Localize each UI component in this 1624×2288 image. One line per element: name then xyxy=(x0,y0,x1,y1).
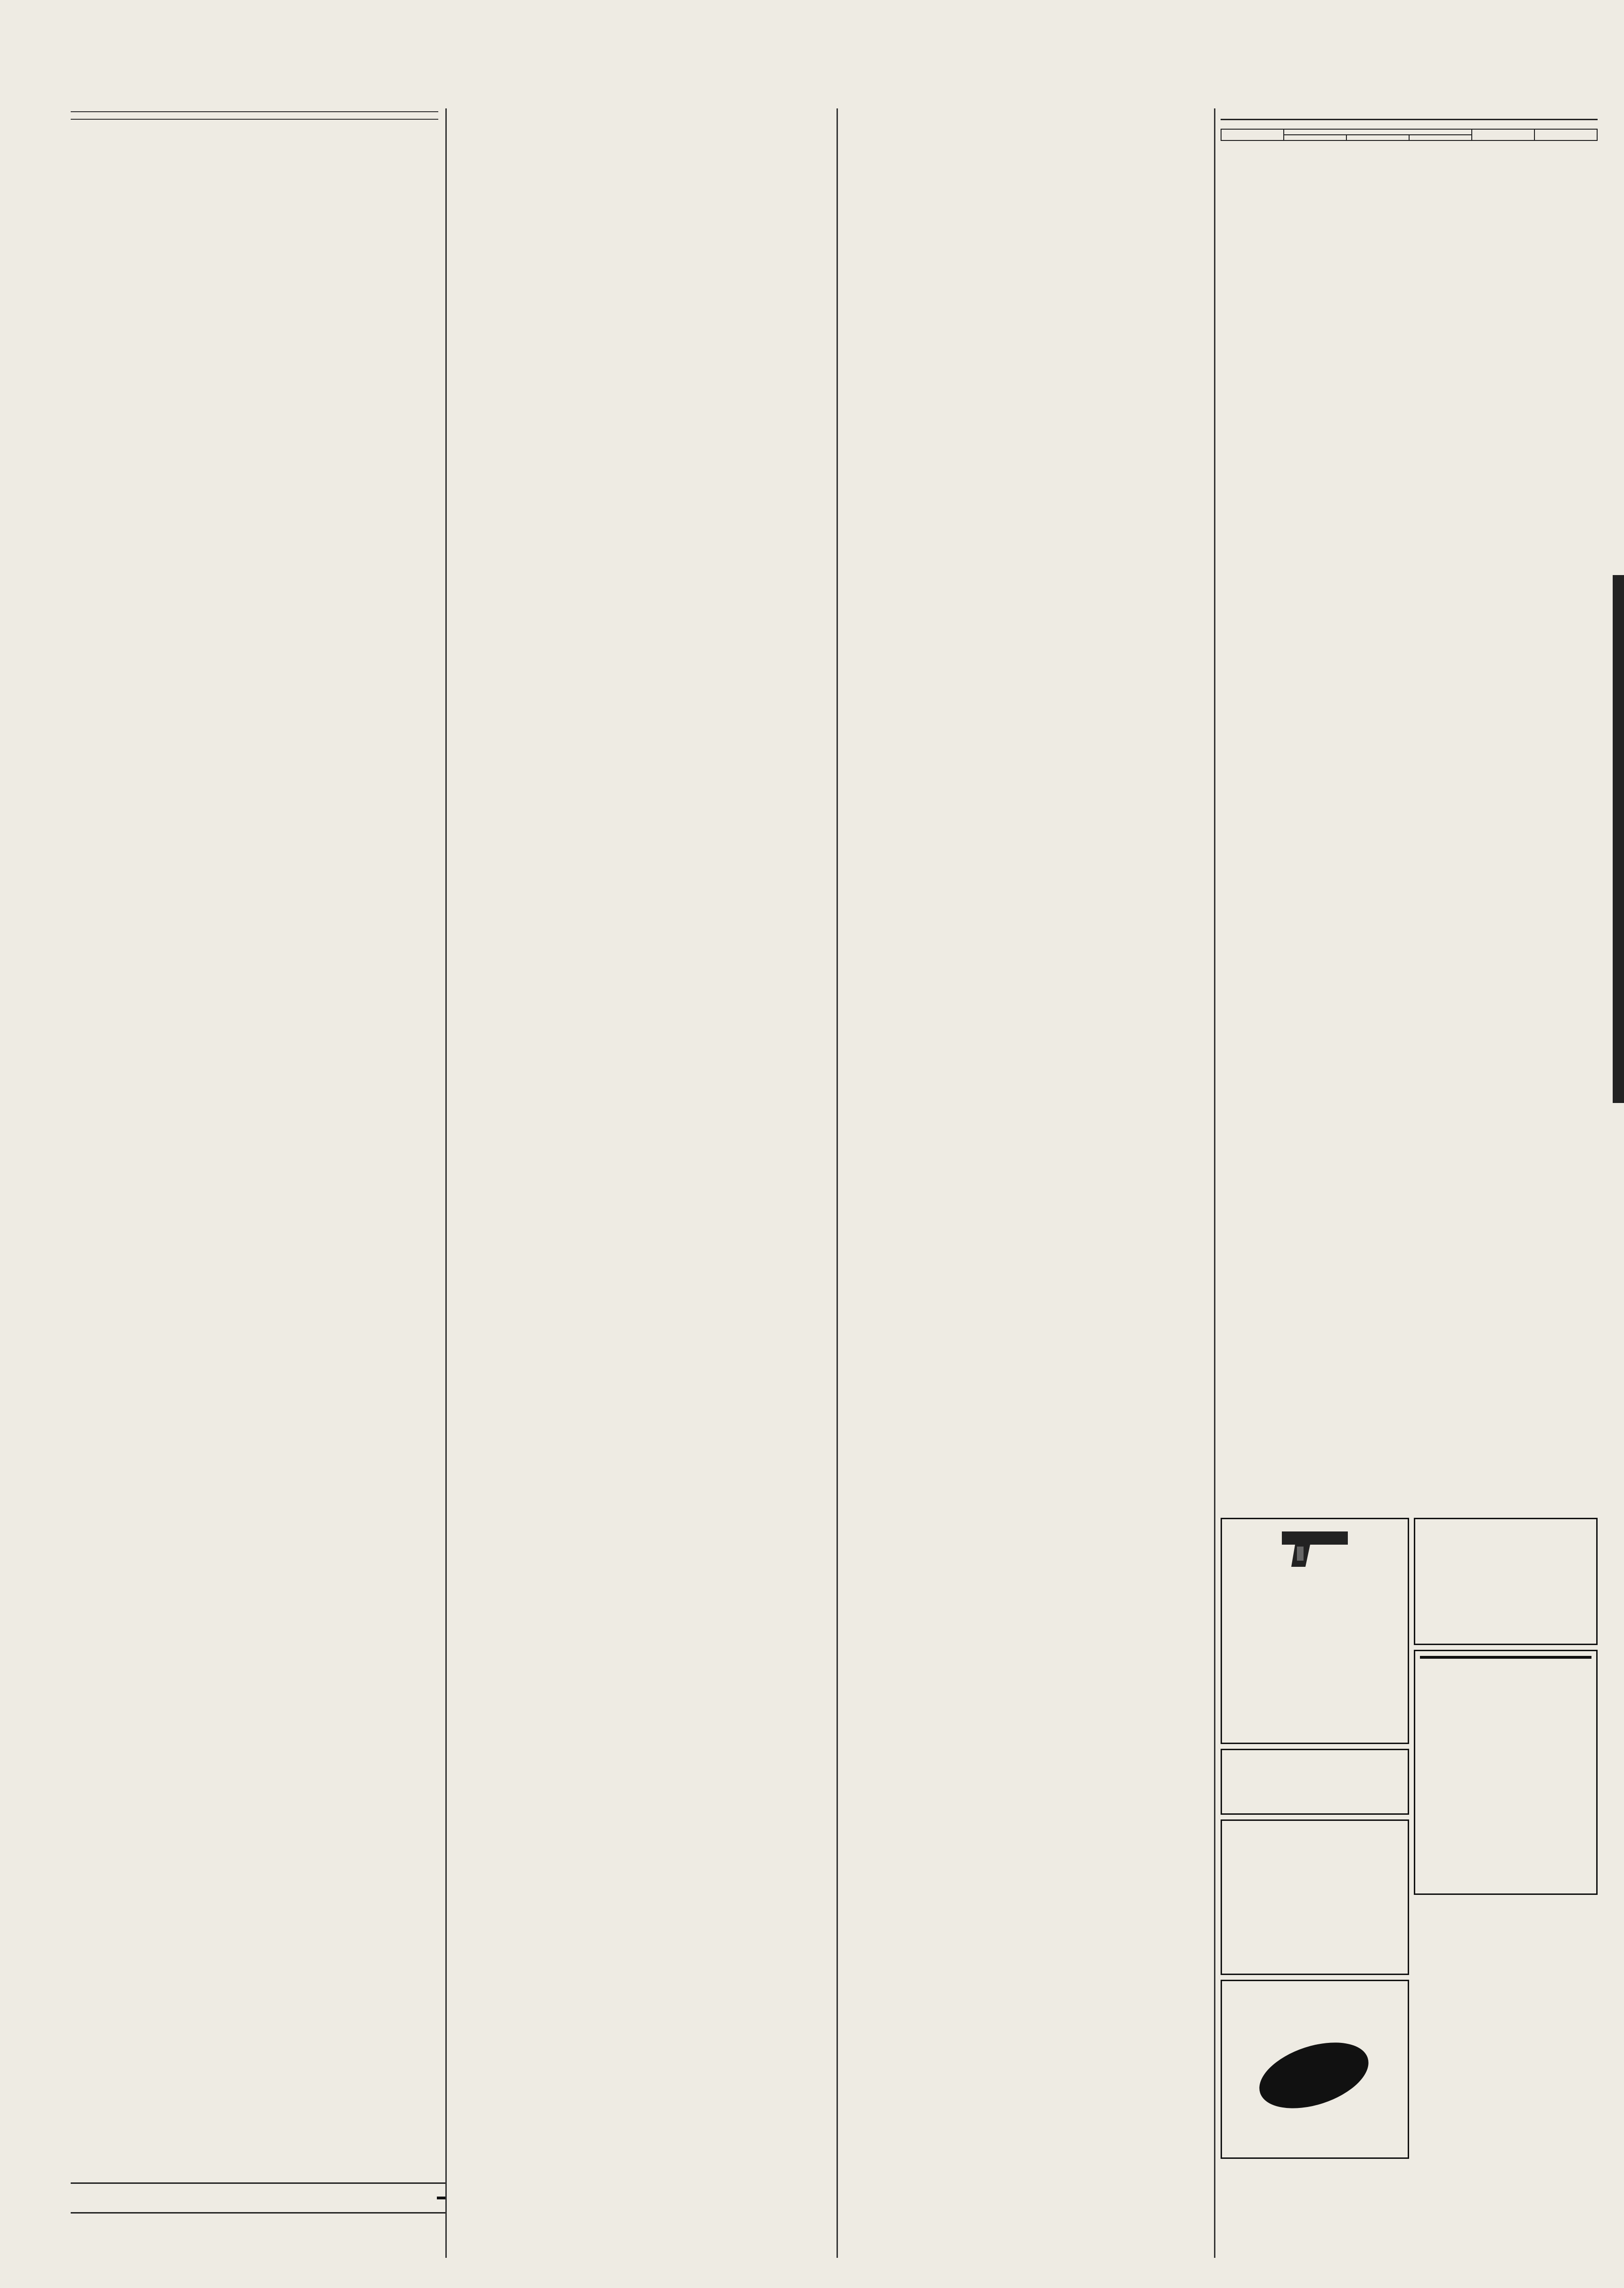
talsperren-table xyxy=(1221,129,1598,141)
table-header-max xyxy=(1409,135,1472,140)
table-header-abfluss xyxy=(1534,129,1597,140)
ad-olla xyxy=(1221,1980,1409,2159)
ad-stiepel xyxy=(1221,1749,1409,1815)
ad-versteigerung xyxy=(1221,1819,1409,1975)
newspaper-logo xyxy=(437,2197,445,2199)
olla-ellipse xyxy=(1251,2030,1377,2121)
ad-gun xyxy=(1221,1518,1409,1744)
table-header-am31 xyxy=(1346,135,1409,140)
ad-patent xyxy=(1414,1900,1598,2159)
briefkasten-column xyxy=(453,108,830,2253)
pistol-icon xyxy=(1277,1527,1353,1569)
theater-column xyxy=(843,108,1220,2253)
page-footer xyxy=(71,2182,445,2214)
olla-logo xyxy=(1227,1986,1401,2151)
ad-herren xyxy=(1414,1650,1598,1895)
ad-zuckerkranken xyxy=(1414,1518,1598,1645)
stock-column xyxy=(71,108,438,2173)
ad-herren-title xyxy=(1420,1656,1591,1659)
table-header-am1 xyxy=(1284,135,1346,140)
column-rule xyxy=(837,108,838,2258)
advertisements xyxy=(1221,1518,1598,2225)
page-edge-bar xyxy=(1613,575,1624,1103)
column-rule xyxy=(445,108,447,2258)
table-header-zufluss xyxy=(1472,129,1534,140)
talsperren-heading xyxy=(1221,119,1598,124)
stock-table-header xyxy=(71,111,438,114)
table-header-stauinhalt xyxy=(1284,129,1472,135)
table-header-talsperre xyxy=(1221,129,1284,140)
stock-footnote xyxy=(71,119,438,121)
foreign-theater-column xyxy=(1221,108,1598,1518)
